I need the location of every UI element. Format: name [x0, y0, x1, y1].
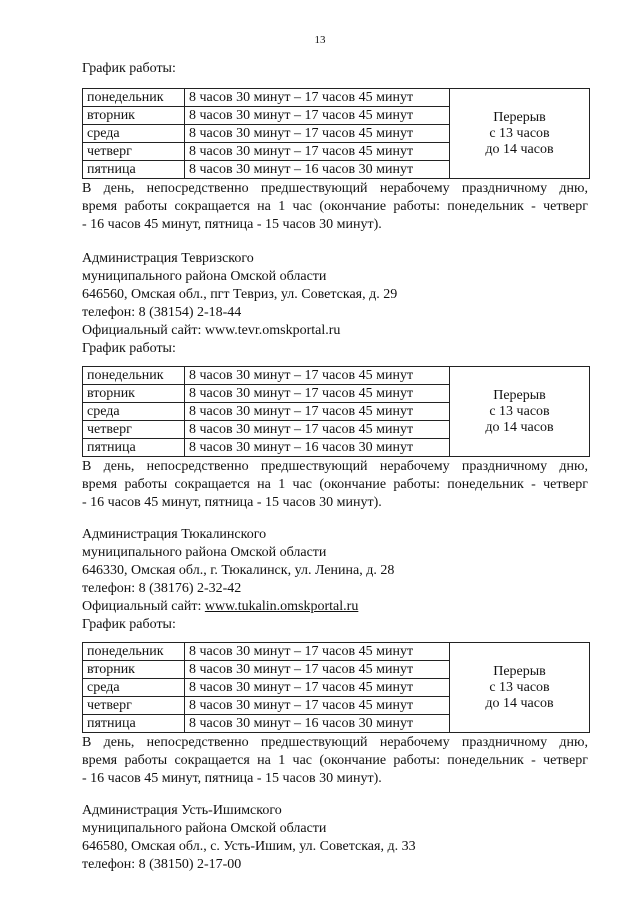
- day-cell: четверг: [83, 697, 185, 715]
- schedule-label: График работы:: [82, 617, 176, 632]
- break-cell: [450, 89, 590, 179]
- org-name-tevriz: Администрация Тевризского: [82, 251, 254, 266]
- holiday-note-tyukalinsk: [82, 734, 588, 788]
- address-tevriz: 646560, Омская обл., пгт Тевриз, ул. Советская, д. 29: [82, 287, 398, 302]
- break-title: Перерыв: [493, 663, 546, 679]
- day-cell: понедельник: [83, 643, 185, 661]
- day-cell: среда: [83, 403, 185, 421]
- schedule-table-1: [82, 88, 588, 179]
- site-link[interactable]: www.tukalin.omskportal.ru: [204, 599, 359, 614]
- hours-cell: 8 часов 30 минут – 17 часов 45 минут: [185, 385, 450, 403]
- hours-cell: 8 часов 30 минут – 17 часов 45 минут: [185, 421, 450, 439]
- note-line: время работы сокращается на 1 час (окончание работы: понедельник - четверг: [82, 753, 588, 768]
- day-cell: вторник: [83, 107, 185, 125]
- hours-cell: 8 часов 30 минут – 17 часов 45 минут: [185, 125, 450, 143]
- note-line: В день, непосредственно предшествующий нерабочему праздничному дню,: [82, 735, 588, 750]
- day-cell: вторник: [83, 385, 185, 403]
- schedule-label: График работы:: [82, 341, 176, 356]
- org-name-tyukalinsk: Администрация Тюкалинского: [82, 527, 267, 542]
- day-cell: понедельник: [83, 367, 185, 385]
- hours-cell: 8 часов 30 минут – 17 часов 45 минут: [185, 661, 450, 679]
- day-cell: понедельник: [83, 89, 185, 107]
- hours-cell: 8 часов 30 минут – 17 часов 45 минут: [185, 107, 450, 125]
- site-label: Официальный сайт:: [82, 599, 205, 614]
- hours-cell: 8 часов 30 минут – 16 часов 30 минут: [185, 161, 450, 179]
- page-number: 13: [314, 34, 326, 46]
- break-from: с 13 часов: [489, 679, 550, 695]
- website-tevriz: [82, 322, 340, 340]
- phone-ust-ishim: телефон: 8 (38150) 2-17-00: [82, 857, 242, 872]
- holiday-note-1: [82, 180, 588, 234]
- hours-cell: 8 часов 30 минут – 17 часов 45 минут: [185, 403, 450, 421]
- day-cell: четверг: [83, 143, 185, 161]
- note-line: В день, непосредственно предшествующий нерабочему праздничному дню,: [82, 459, 588, 474]
- hours-cell: 8 часов 30 минут – 16 часов 30 минут: [185, 439, 450, 457]
- note-line: - 16 часов 45 минут, пятница - 15 часов 30 минут).: [82, 217, 382, 232]
- hours-cell: 8 часов 30 минут – 17 часов 45 минут: [185, 679, 450, 697]
- site-link[interactable]: www.tevr.omskportal.ru: [204, 323, 341, 338]
- day-cell: пятница: [83, 715, 185, 733]
- break-cell: [450, 643, 590, 733]
- hours-cell: 8 часов 30 минут – 17 часов 45 минут: [185, 697, 450, 715]
- phone-tyukalinsk: телефон: 8 (38176) 2-32-42: [82, 581, 242, 596]
- org-district-ust-ishim: муниципального района Омской области: [82, 821, 327, 836]
- break-from: с 13 часов: [489, 125, 550, 141]
- hours-cell: 8 часов 30 минут – 17 часов 45 минут: [185, 643, 450, 661]
- note-line: В день, непосредственно предшествующий нерабочему праздничному дню,: [82, 181, 588, 196]
- schedule-table-tevriz: [82, 366, 588, 457]
- hours-cell: 8 часов 30 минут – 16 часов 30 минут: [185, 715, 450, 733]
- break-to: до 14 часов: [485, 419, 554, 435]
- break-from: с 13 часов: [489, 403, 550, 419]
- site-label: Официальный сайт:: [82, 323, 205, 338]
- holiday-note-tevriz: [82, 458, 588, 512]
- note-line: время работы сокращается на 1 час (окончание работы: понедельник - четверг: [82, 199, 588, 214]
- phone-tevriz: телефон: 8 (38154) 2-18-44: [82, 305, 242, 320]
- break-to: до 14 часов: [485, 141, 554, 157]
- hours-cell: 8 часов 30 минут – 17 часов 45 минут: [185, 143, 450, 161]
- note-line: - 16 часов 45 минут, пятница - 15 часов 30 минут).: [82, 771, 382, 786]
- note-line: время работы сокращается на 1 час (окончание работы: понедельник - четверг: [82, 477, 588, 492]
- hours-cell: 8 часов 30 минут – 17 часов 45 минут: [185, 89, 450, 107]
- schedule-table-tyukalinsk: [82, 642, 588, 733]
- org-district-tyukalinsk: муниципального района Омской области: [82, 545, 327, 560]
- address-tyukalinsk: 646330, Омская обл., г. Тюкалинск, ул. Ленина, д. 28: [82, 563, 395, 578]
- break-cell: [450, 367, 590, 457]
- day-cell: вторник: [83, 661, 185, 679]
- break-title: Перерыв: [493, 387, 546, 403]
- break-title: Перерыв: [493, 109, 546, 125]
- note-line: - 16 часов 45 минут, пятница - 15 часов 30 минут).: [82, 495, 382, 510]
- schedule-label: График работы:: [82, 61, 176, 76]
- website-tyukalinsk: [82, 598, 358, 616]
- day-cell: пятница: [83, 161, 185, 179]
- hours-cell: 8 часов 30 минут – 17 часов 45 минут: [185, 367, 450, 385]
- org-district-tevriz: муниципального района Омской области: [82, 269, 327, 284]
- day-cell: четверг: [83, 421, 185, 439]
- address-ust-ishim: 646580, Омская обл., с. Усть-Ишим, ул. Советская, д. 33: [82, 839, 416, 854]
- break-to: до 14 часов: [485, 695, 554, 711]
- org-name-ust-ishim: Администрация Усть-Ишимского: [82, 803, 282, 818]
- day-cell: среда: [83, 679, 185, 697]
- day-cell: среда: [83, 125, 185, 143]
- day-cell: пятница: [83, 439, 185, 457]
